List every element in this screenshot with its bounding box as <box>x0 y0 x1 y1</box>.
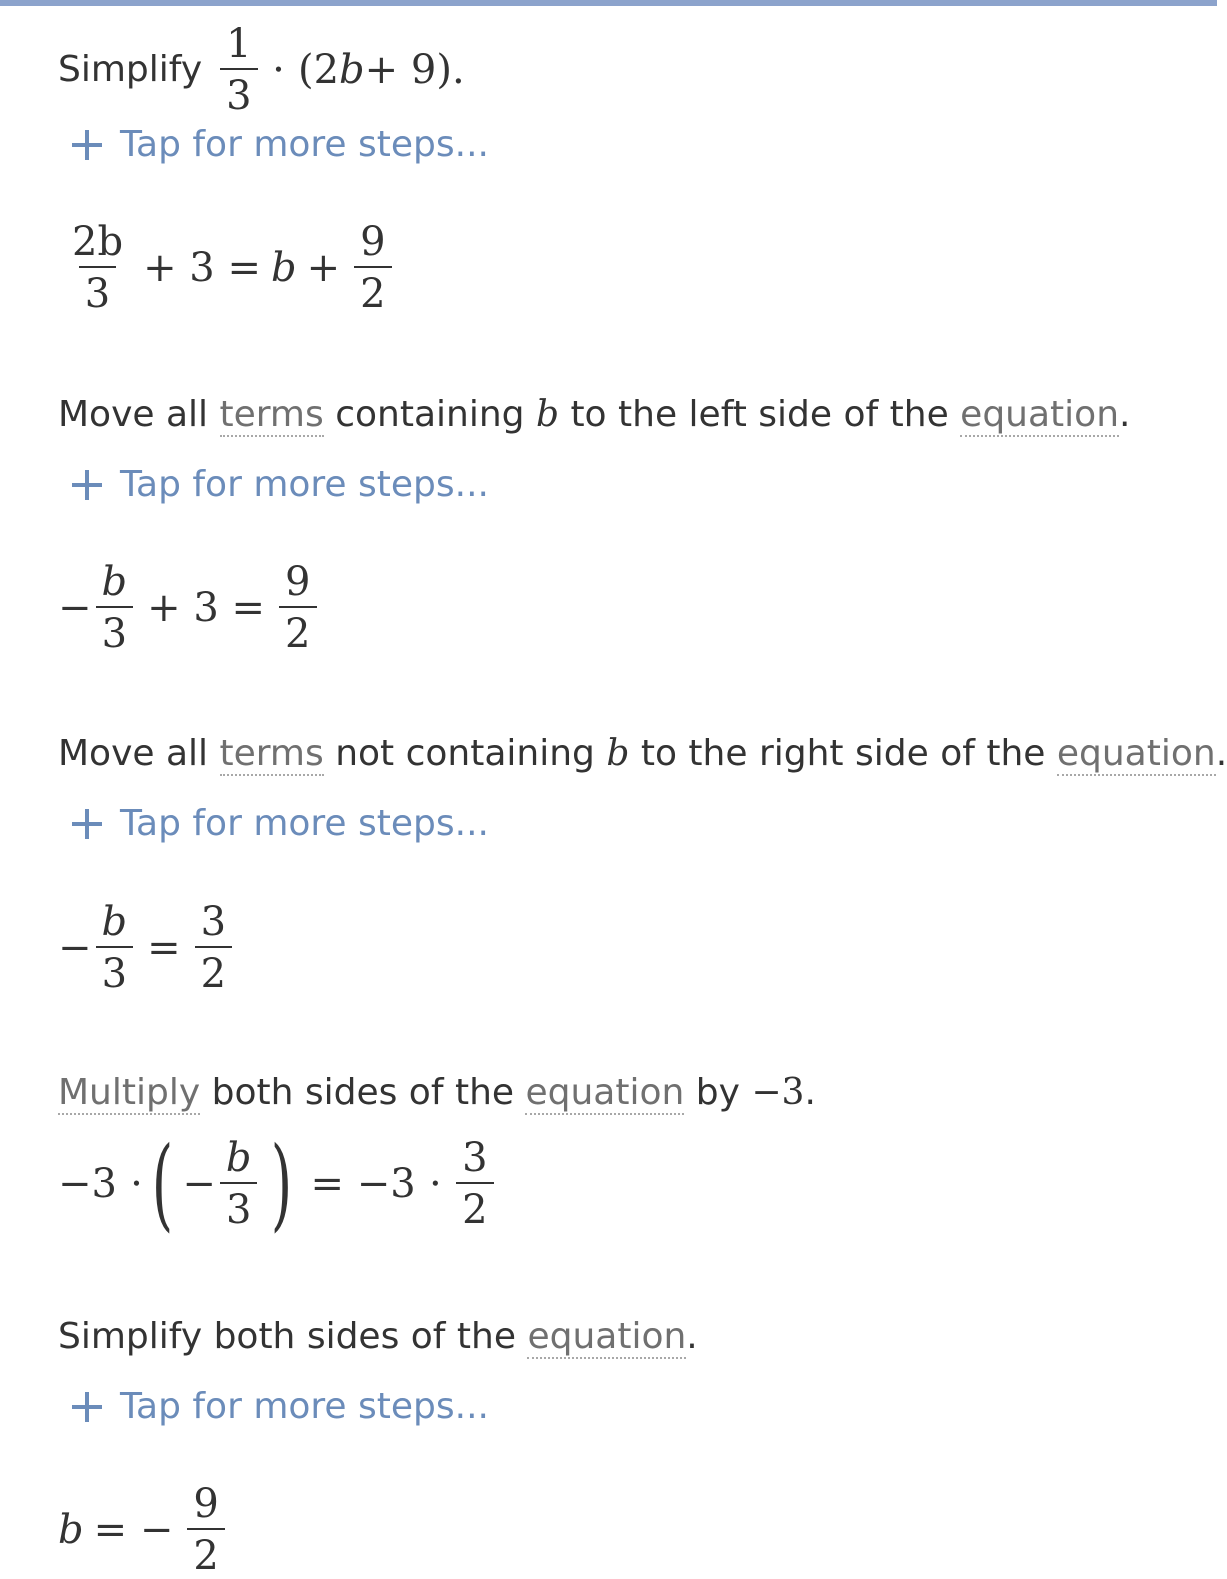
top-accent-bar <box>0 0 1217 6</box>
right-parenthesis: ) <box>270 1125 292 1242</box>
fraction: $\frac{9}{2}$ <box>354 222 391 314</box>
terms-definition-link[interactable]: terms <box>219 733 324 774</box>
fraction: $\frac{b}{3}$ <box>220 1138 258 1230</box>
multiply-definition-link[interactable]: Multiply <box>58 1072 201 1113</box>
step-4-instruction: Multiply both sides of the equation by −3. <box>58 1072 816 1113</box>
plus-icon <box>72 130 102 160</box>
fraction: $\frac{3}{2}$ <box>195 902 232 994</box>
plus-icon <box>72 809 102 839</box>
tap-for-more-steps-2[interactable]: Tap for more steps... <box>72 462 489 508</box>
instruction-text: Simplify <box>58 49 203 90</box>
step-3-result-equation: − $\frac{b}{3}$ = $\frac{3}{2}$ <box>58 902 236 994</box>
tap-for-more-steps-1[interactable]: Tap for more steps... <box>72 122 489 168</box>
fraction: $\frac{3}{2}$ <box>456 1138 493 1230</box>
step-3-instruction: Move all terms not containing b to the right side of the equation. <box>58 733 1227 774</box>
equation-definition-link[interactable]: equation <box>525 1072 685 1113</box>
fraction: $\frac{b}{3}$ <box>96 902 134 994</box>
equation-definition-link[interactable]: equation <box>527 1316 687 1357</box>
plus-icon <box>72 470 102 500</box>
step-1-result-equation: $\frac{2b}{3}$ + 3 = b + $\frac{9}{2}$ <box>62 222 396 314</box>
fraction: $\frac{2b}{3}$ <box>72 219 124 317</box>
fraction: $\frac{1}{3}$ <box>220 24 257 116</box>
tap-for-more-steps-3[interactable]: Tap for more steps... <box>72 801 489 847</box>
step-2-instruction: Move all terms containing b to the left side of the equation. <box>58 394 1131 435</box>
plus-icon <box>72 1392 102 1422</box>
equation-definition-link[interactable]: equation <box>1056 733 1216 774</box>
step-1-instruction <box>58 21 465 119</box>
left-parenthesis: ( <box>152 1125 174 1242</box>
step-4-result-equation: −3 ⋅ ( − $\frac{b}{3}$ ) = −3 ⋅ $\frac{3}{2}$ <box>58 1134 498 1234</box>
fraction: $\frac{9}{2}$ <box>279 562 316 654</box>
step-5-instruction: Simplify both sides of the equation. <box>58 1316 698 1357</box>
step-2-result-equation: − $\frac{b}{3}$ + 3 = $\frac{9}{2}$ <box>58 562 321 654</box>
tap-for-more-steps-4[interactable]: Tap for more steps... <box>72 1384 489 1430</box>
instruction-math: $\frac{1}{3}$ ⋅ (2 b + 9). <box>216 24 465 116</box>
step-5-result-equation: b = − $\frac{9}{2}$ <box>58 1484 229 1576</box>
equation-definition-link[interactable]: equation <box>960 394 1120 435</box>
terms-definition-link[interactable]: terms <box>219 394 324 435</box>
fraction: $\frac{b}{3}$ <box>96 562 134 654</box>
fraction: $\frac{9}{2}$ <box>187 1484 224 1576</box>
